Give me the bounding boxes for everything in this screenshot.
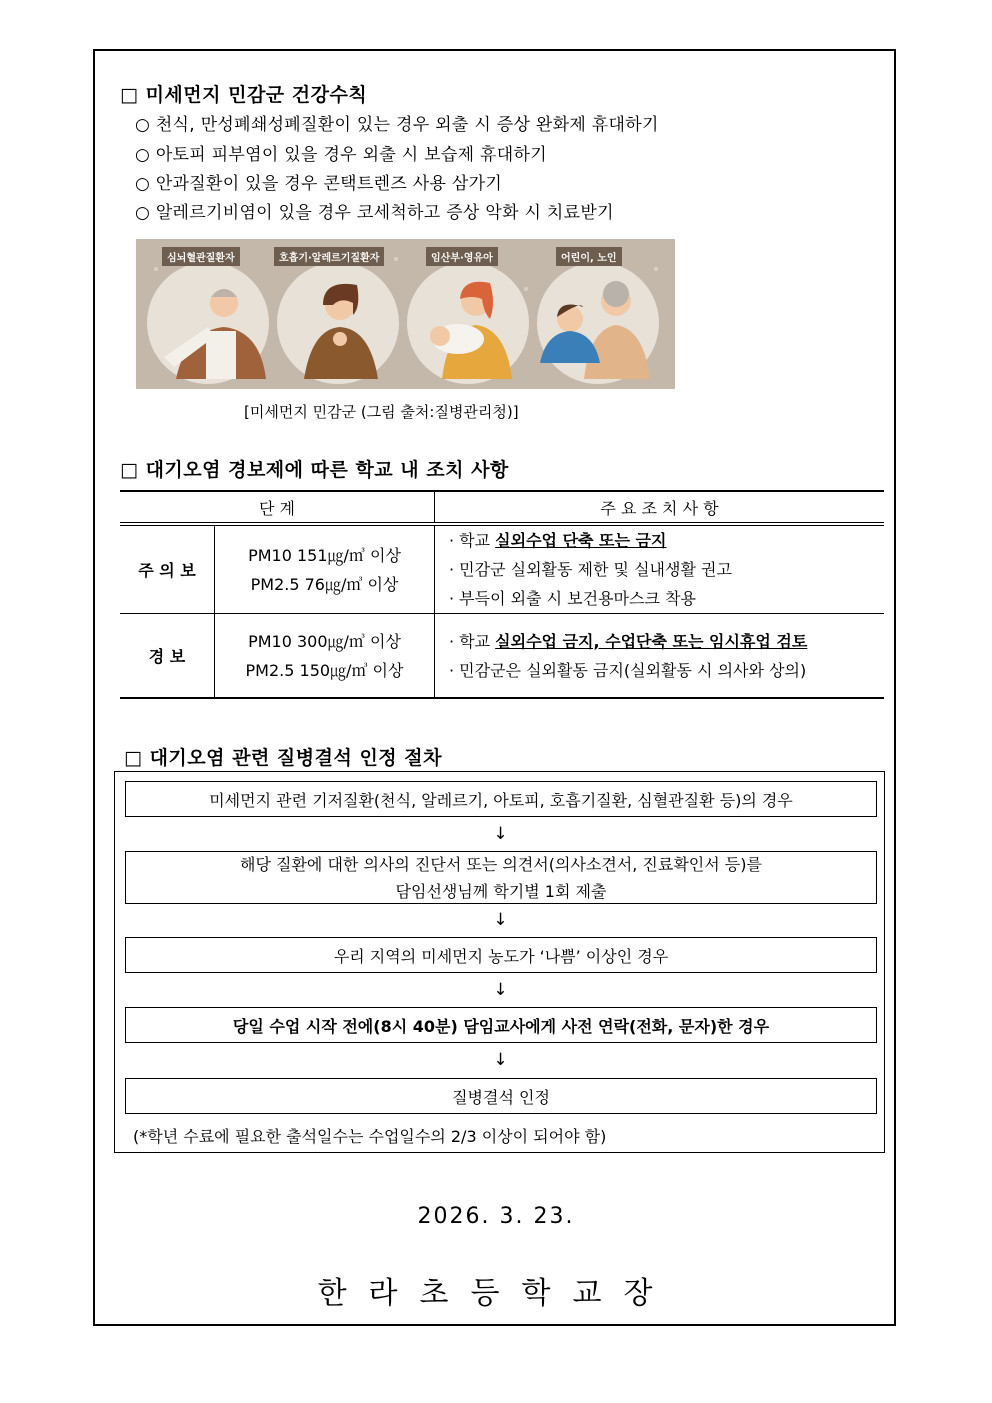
action-line	[449, 627, 884, 656]
procedure-step-text: 해당 질환에 대한 의사의 진단서 또는 의견서(의사소견서, 진료확인서 등)를	[240, 854, 762, 874]
actions-cell	[435, 524, 885, 614]
procedure-step	[125, 1078, 877, 1114]
criteria-line: PM10 151㎍/㎥ 이상	[248, 545, 401, 565]
table-row	[120, 614, 884, 699]
procedure-step-text: 미세먼지 관련 기저질환(천식, 알레르기, 아토피, 호흡기질환, 심혈관질환 등)의 경우	[209, 790, 793, 810]
action-prefix: · 학교	[449, 531, 496, 550]
criteria-line: PM10 300㎍/㎥ 이상	[248, 631, 401, 651]
criteria-cell	[215, 614, 435, 699]
procedure-box	[114, 771, 885, 1153]
down-arrow-icon: ↓	[493, 980, 508, 1000]
criteria-cell	[215, 524, 435, 614]
actions-cell	[435, 614, 885, 699]
health-rule-item: ○ 알레르기비염이 있을 경우 코세척하고 증상 악화 시 치료받기	[135, 203, 614, 223]
criteria-line: PM2.5 150㎍/㎥ 이상	[245, 660, 404, 680]
procedure-step-text: 질병결석 인정	[452, 1087, 550, 1107]
stage-cell: 경 보	[120, 614, 215, 699]
section-title-absence-procedure: □ 대기오염 관련 질병결석 인정 절차	[124, 747, 442, 769]
stage-cell: 주 의 보	[120, 524, 215, 614]
action-line: · 민감군 실외활동 제한 및 실내생활 권고	[449, 560, 732, 579]
procedure-step	[125, 937, 877, 973]
section-title-health-rules: □ 미세먼지 민감군 건강수칙	[120, 84, 368, 106]
procedure-step-text: 당일 수업 시작 전에(8시 40분) 담임교사에게 사전 연락(전화, 문자)한 경우	[232, 1016, 770, 1036]
procedure-step-text: 우리 지역의 미세먼지 농도가 ‘나쁨’ 이상인 경우	[333, 946, 669, 966]
document-date: 2026. 3. 23.	[417, 1204, 575, 1229]
action-line: · 민감군은 실외활동 금지(실외활동 시 의사와 상의)	[449, 660, 807, 680]
health-rule-item: ○ 천식, 만성폐쇄성폐질환이 있는 경우 외출 시 증상 완화제 휴대하기	[135, 115, 659, 135]
procedure-note: (*학년 수료에 필요한 출석일수는 수업일수의 2/3 이상이 되어야 함)	[133, 1127, 607, 1146]
action-prefix: · 학교	[449, 631, 496, 651]
measures-table	[120, 490, 884, 699]
section-title-school-measures: □ 대기오염 경보제에 따른 학교 내 조치 사항	[120, 459, 509, 481]
action-emphasis: 실외수업 단축 또는 금지	[495, 531, 667, 550]
table-header-stage: 단 계	[120, 491, 435, 524]
illustration-label: 어린이, 노인	[556, 247, 622, 266]
action-emphasis: 실외수업 금지, 수업단축 또는 임시휴업 검토	[495, 631, 808, 651]
illustration-label: 호흡기·알레르기질환자	[274, 247, 384, 266]
illustration-caption: [미세먼지 민감군 (그림 출처:질병관리청)]	[244, 403, 519, 421]
criteria-line: PM2.5 76㎍/㎥ 이상	[250, 574, 399, 594]
illustration-label: 임산부·영유아	[426, 247, 498, 266]
table-header-actions: 주 요 조 치 사 항	[435, 491, 885, 524]
health-rule-item: ○ 아토피 피부염이 있을 경우 외출 시 보습제 휴대하기	[135, 145, 547, 165]
down-arrow-icon: ↓	[493, 824, 508, 844]
illustration-label: 심뇌혈관질환자	[162, 247, 240, 266]
action-line	[449, 526, 884, 555]
table-row	[120, 524, 884, 614]
procedure-step	[125, 851, 877, 904]
action-line: · 부득이 외출 시 보건용마스크 착용	[449, 589, 696, 608]
down-arrow-icon: ↓	[493, 1050, 508, 1070]
sensitive-groups-illustration	[136, 239, 675, 389]
procedure-step	[125, 1007, 877, 1043]
health-rule-item: ○ 안과질환이 있을 경우 콘택트렌즈 사용 삼가기	[135, 174, 503, 194]
down-arrow-icon: ↓	[493, 910, 508, 930]
procedure-step-text: 담임선생님께 학기별 1회 제출	[395, 881, 607, 901]
school-principal-signature: 한라초등학교장	[317, 1276, 675, 1311]
procedure-step	[125, 781, 877, 817]
